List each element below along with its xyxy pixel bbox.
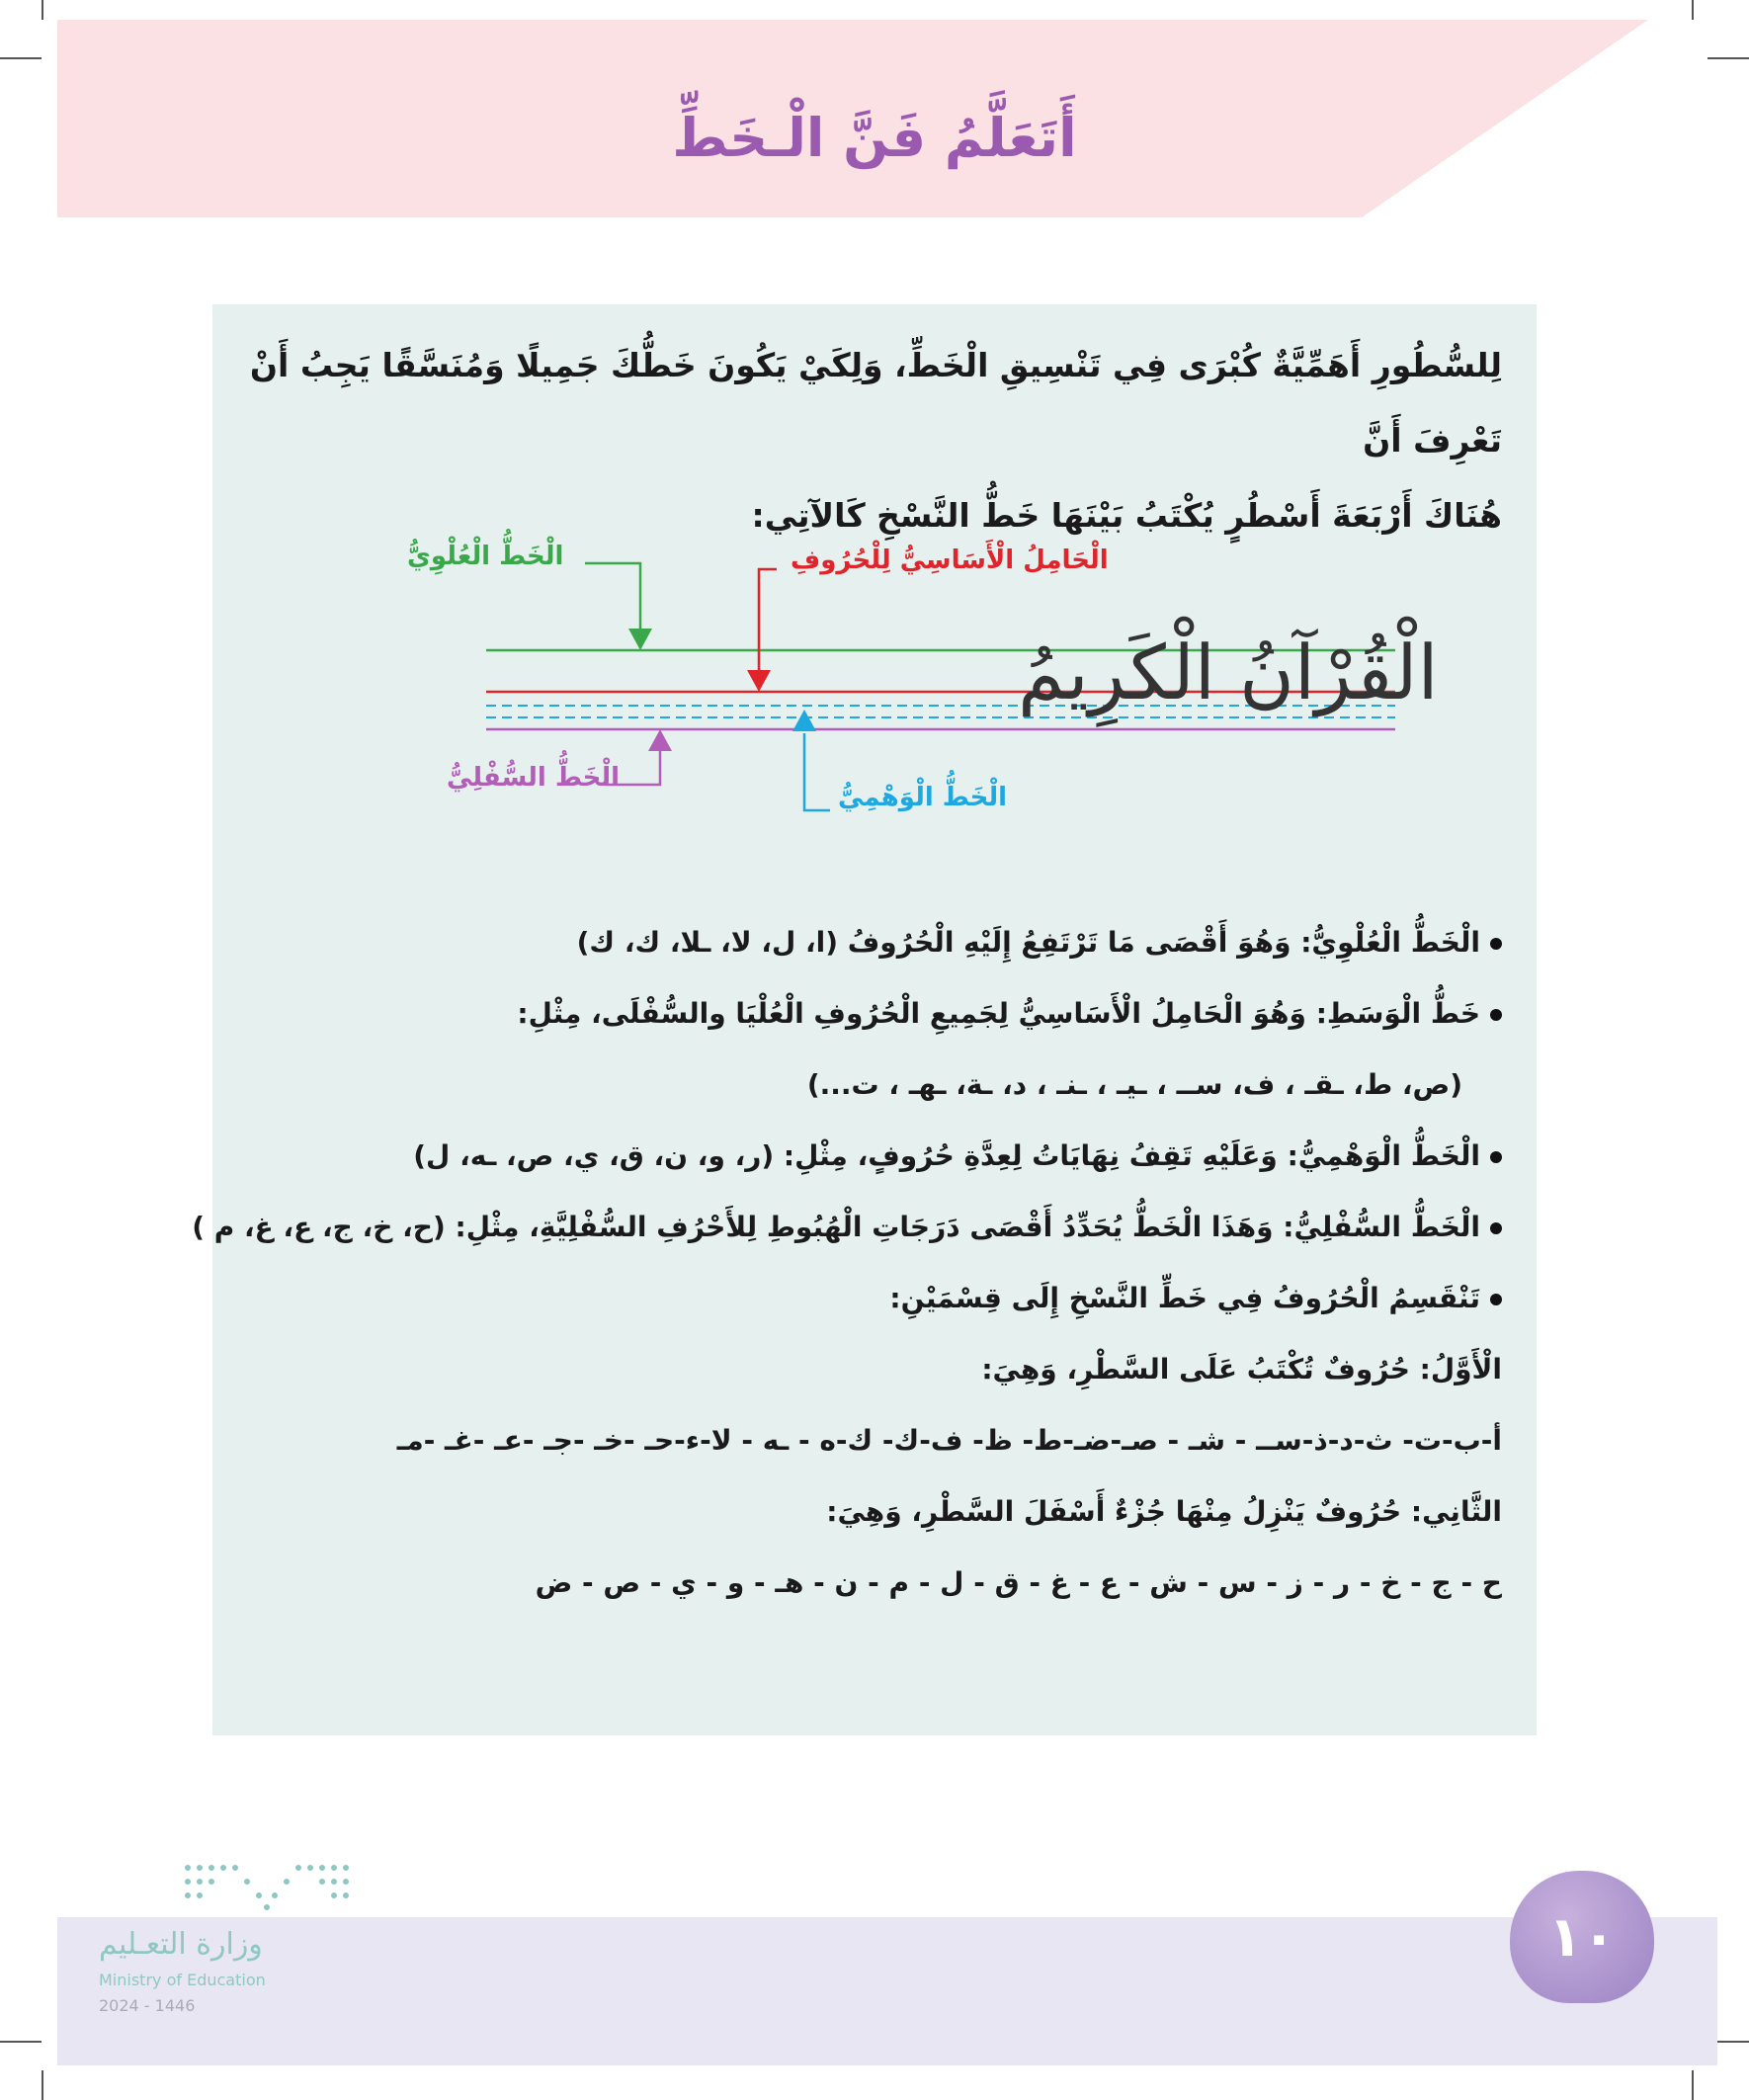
list-item-key: الْخَطُّ السُّفْلِيُّ:	[1283, 1211, 1480, 1243]
list-item	[217, 1050, 1502, 1121]
list-item-text: (ص، ط، ـقـ ، ف، ســ ، ـيـ ، ـنـ ، د، ـة، ـهـ ، ت...)	[806, 1068, 1462, 1101]
list-item-text: وَهُوَ أَقْصَى مَا تَرْتَفِعُ إِلَيْهِ الْحُرُوفُ (ا، ل، لا، ـلا، ك، ك)	[576, 926, 1301, 959]
bullet-icon	[1490, 1222, 1502, 1234]
ministry-logo-icon	[178, 1858, 356, 1917]
list-item	[217, 1121, 1502, 1192]
rules-list	[192, 907, 1502, 1619]
ministry-name-english: Ministry of Education	[99, 1971, 266, 1989]
ministry-name-arabic: وزارة التعـليم	[99, 1927, 263, 1962]
crop-mark	[0, 2041, 42, 2043]
list-item-text: وَعَلَيْهِ تَقِفُ نِهَايَاتُ لِعِدَّةِ حُرُوفٍ، مِثْلِ: (ر، و، ن، ق، ي، ص، ـه، ل)	[413, 1139, 1288, 1172]
crop-mark	[42, 2070, 43, 2100]
list-item	[217, 1405, 1502, 1476]
bullet-icon	[1490, 938, 1502, 950]
intro-paragraph	[249, 328, 1502, 553]
list-item-text: وَهُوَ الْحَامِلُ الْأَسَاسِيُّ لِجَمِيعِ الْحُرُوفِ الْعُلْيَا والسُّفْلَى، مِثْلِ:	[517, 997, 1316, 1030]
list-item-key: الْأَوَّلُ:	[1419, 1353, 1502, 1386]
crop-mark	[0, 57, 42, 59]
list-item-key: الْخَطُّ الْوَهْمِيُّ:	[1287, 1139, 1480, 1172]
list-item-text: حُرُوفٌ تُكْتَبُ عَلَى السَّطْرِ، وَهِيَ:	[981, 1353, 1420, 1386]
crop-mark	[42, 0, 43, 20]
intro-line-2: هُنَاكَ أَرْبَعَةَ أَسْطُرٍ يُكْتَبُ بَيْنَهَا خَطُّ النَّسْخِ كَالآتِي:	[751, 496, 1502, 535]
list-item	[217, 1263, 1502, 1334]
list-item-key: تَنْقَسِمُ الْحُرُوفُ فِي خَطِّ النَّسْخِ إِلَى قِسْمَيْنِ:	[889, 1282, 1480, 1314]
list-item	[217, 907, 1502, 978]
label-upper-line: الْخَطُّ الْعُلْوِيُّ	[407, 542, 564, 571]
list-item	[217, 978, 1502, 1050]
page-number: ١٠	[1510, 1871, 1654, 2003]
sample-text: الْقُرْآنُ الْكَرِيمُ	[1018, 629, 1439, 716]
label-lower-line: الْخَطُّ السُّفْلِيُّ	[447, 763, 621, 793]
list-item-text: حُرُوفٌ يَنْزِلُ مِنْهَا جُزْءٌ أَسْفَلَ السَّطْرِ، وَهِيَ:	[826, 1495, 1411, 1528]
page-title: أَتَعَلَّمُ فَنَّ الْـخَطِّ	[672, 107, 1077, 169]
bullet-icon	[1490, 1294, 1502, 1305]
bullet-icon	[1490, 1009, 1502, 1021]
crop-mark	[1692, 2070, 1694, 2100]
list-item-key: خَطُّ الْوَسَطِ:	[1315, 997, 1480, 1030]
list-item-text: أ-ب-ت- ث-د-ذ-ســ - شـ - صـ-ضـ-ط- ظ- ف-ك- ك-ه - ـه - لا-ء-حـ -خـ -جـ -عـ -غـ -مـ	[396, 1424, 1502, 1457]
list-item	[192, 1192, 1502, 1263]
intro-line-1: لِلسُّطُورِ أَهَمِّيَّةٌ كُبْرَى فِي تَنْسِيقِ الْخَطِّ، وَلِكَيْ يَكُونَ خَطُّكَ جَمِيلًا وَمُنَسَّقًا يَجِبُ أَنْ تَعْرِفَ أَنَّ	[249, 346, 1502, 460]
label-imaginary-line: الْخَطُّ الْوَهْمِيُّ	[838, 783, 1008, 812]
list-item	[217, 1548, 1502, 1619]
edition-year: 2024 - 1446	[99, 1996, 196, 2015]
list-item-text: وَهَذَا الْخَطُّ يُحَدِّدُ أَقْصَى دَرَجَاتِ الْهُبُوطِ لِلأَحْرُفِ السُّفْلِيَّةِ، مِثْلِ: (ح، خ، ج، ع، غ، م )	[192, 1211, 1284, 1243]
bullet-icon	[1490, 1151, 1502, 1163]
footer-band	[57, 1917, 1717, 2065]
list-item-text: ح - ج - خ - ر - ز - س - ش - ع - غ - ق - ل - م - ن - هـ - و - ي - ص - ض	[535, 1566, 1502, 1599]
crop-mark	[1692, 0, 1694, 20]
list-item-key: الثَّانِي:	[1410, 1495, 1502, 1528]
list-item	[217, 1334, 1502, 1405]
label-base-line: الْحَامِلُ الْأَسَاسِيُّ لِلْحُرُوفِ	[791, 546, 1109, 575]
crop-mark	[1707, 57, 1749, 59]
list-item	[217, 1476, 1502, 1548]
list-item-key: الْخَطُّ الْعُلْوِيُّ:	[1300, 926, 1480, 959]
